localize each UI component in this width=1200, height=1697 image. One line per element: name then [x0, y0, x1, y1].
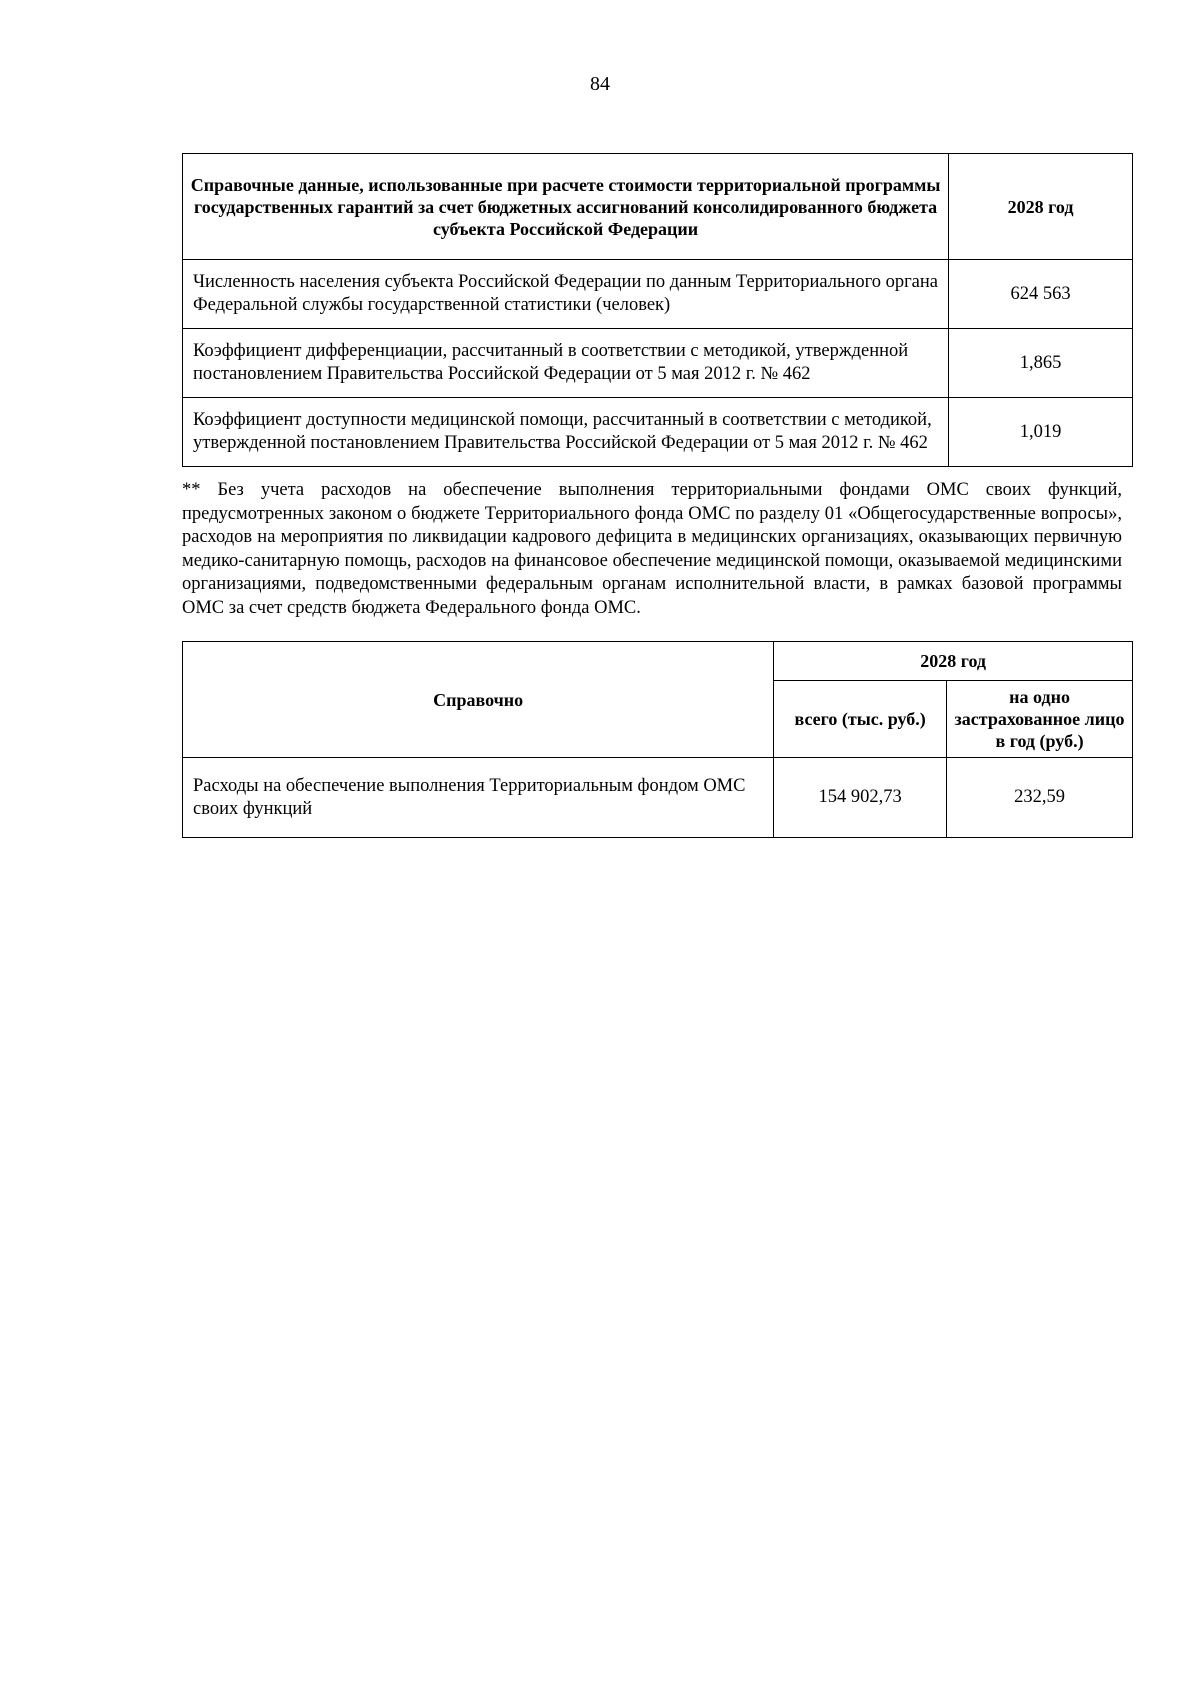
table-row [183, 260, 1133, 329]
page-number: 84 [590, 73, 610, 95]
footnote: ** Без учета расходов на обеспечение выполнения территориальными фондами ОМС своих функций, предусмотренных законом о бюджете Территориального фонда ОМС по разделу 01 «Общегосударственные вопросы», расходов на мероприятия по ликвидации кадрового дефицита в медицинских организациях, оказывающих первичную медико-санитарную помощь, расходов на финансовое обеспечение медицинской помощи, оказываемой медицинскими организациями, подведомственными федеральным органам исполнительной власти, в рамках базовой программы ОМС за счет средств бюджета Федерального фонда ОМС. [182, 480, 1122, 618]
reference-data-table [182, 153, 1133, 467]
population-value: 624 563 [949, 260, 1133, 329]
table-header-row [183, 642, 1133, 681]
table-row [183, 758, 1133, 838]
expenses-row-label: Расходы на обеспечение выполнения Территориальным фондом ОМС своих функций [183, 758, 774, 838]
reference-header-description: Справочные данные, использованные при расчете стоимости территориальной программы государственных гарантий за счет бюджетных ассигнований консолидированного бюджета субъекта Российской Федерации [183, 154, 949, 260]
expenses-header-total: всего (тыс. руб.) [774, 681, 947, 758]
expenses-row-per-person: 232,59 [947, 758, 1133, 838]
differentiation-coefficient-value: 1,865 [949, 329, 1133, 398]
table-header-row [183, 154, 1133, 260]
reference-header-year: 2028 год [949, 154, 1133, 260]
differentiation-coefficient-label: Коэффициент дифференциации, рассчитанный в соответствии с методикой, утвержденной постановлением Правительства Российской Федерации от 5 мая 2012 г. № 462 [183, 329, 949, 398]
table-row [183, 398, 1133, 467]
accessibility-coefficient-value: 1,019 [949, 398, 1133, 467]
table-row [183, 329, 1133, 398]
population-label: Численность населения субъекта Российской Федерации по данным Территориального органа Федеральной службы государственной статистики (человек) [183, 260, 949, 329]
expenses-table [182, 641, 1133, 838]
accessibility-coefficient-label: Коэффициент доступности медицинской помощи, рассчитанный в соответствии с методикой, утвержденной постановлением Правительства Российской Федерации от 5 мая 2012 г. № 462 [183, 398, 949, 467]
expenses-header-label: Справочно [183, 642, 774, 758]
expenses-row-total: 154 902,73 [774, 758, 947, 838]
expenses-header-year: 2028 год [774, 642, 1133, 681]
expenses-header-per-person: на одно застрахованное лицо в год (руб.) [947, 681, 1133, 758]
